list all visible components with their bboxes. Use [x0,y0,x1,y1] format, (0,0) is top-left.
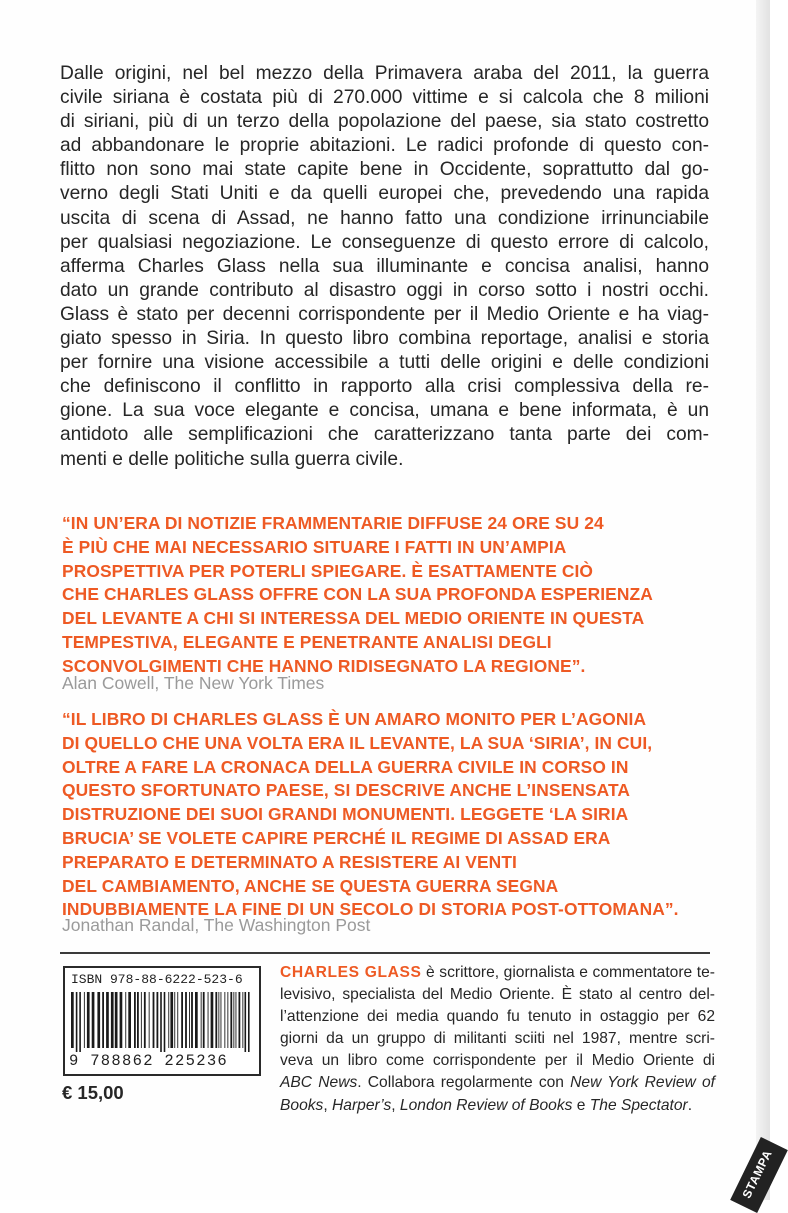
barcode-bar [248,992,250,1052]
barcode-bar [185,992,187,1048]
barcode-bar [218,992,219,1048]
quote-line: INDUBBIAMENTE LA FINE DI UN SECOLO DI STORIA POST-OTTOMANA”. [62,899,679,920]
description-line: gione. La sua voce elegante e concisa, umana e bene informata, è un [60,400,709,422]
barcode-bar [174,992,175,1048]
barcode-bar [189,992,190,1048]
cover-edge-shadow [756,0,770,1200]
stampa-corner-tab [730,1137,788,1213]
barcode-bar [203,992,205,1048]
barcode-bar [128,992,131,1048]
description-line: che definiscono il conflitto in rapporto alla crisi complessiva della re- [60,376,709,398]
quote-line: SCONVOLGIMENTI CHE HANNO RIDISEGNATO LA REGIONE”. [62,655,586,676]
description-line: Dalle origini, nel bel mezzo della Primavera araba del 2011, la guerra [60,63,709,84]
description-line: antidoto alle semplificazioni che caratterizzano tanta parte dei com- [60,424,709,446]
description-line: civile siriana è costata più di 270.000 vittime e si calcola che 8 milioni [60,87,709,109]
barcode-bar [227,992,228,1048]
quote-line: PROSPETTIVA PER POTERLI SPIEGARE. È ESATTAMENTE CIÒ [62,560,594,581]
quote-line: “IN UN’ERA DI NOTIZIE FRAMMENTARIE DIFFUSE 24 ORE SU 24 [62,513,604,533]
bio-line-text: è scrittore, giornalista e commentatore te- [421,964,715,981]
barcode-digits: 9 788862 225236 [69,1052,229,1070]
bio-line: levisivo, specialista del Medio Oriente. È stato al centro del- [280,986,715,1004]
description-line: Glass è stato per decenni corrispondente per il Medio Oriente e ha viag- [60,303,709,325]
description-line: di siriani, più di un terzo della popolazione del paese, sia stato costretto [60,111,709,133]
author-name: CHARLES GLASS [280,964,422,981]
description-line: per fornire una visione accessibile a tutti delle origini e delle condizioni [60,352,709,374]
description-paragraph [60,62,709,472]
description-line: menti e delle politiche sulla guerra civile. [60,448,404,470]
description-line: ad abbandonare le proprie abitazioni. Le radici profonde di questo con- [60,135,709,157]
bio-line: l’attenzione dei media quando fu tenuto in ostaggio per 62 [280,1008,715,1026]
quote-line: DI QUELLO CHE UNA VOLTA ERA IL LEVANTE, LA SUA ‘SIRIA’, IN CUI, [62,732,653,753]
isbn-barcode [63,966,261,1076]
barcode-bar [164,992,166,1052]
barcode-bar [233,992,234,1048]
barcode-bar [168,992,169,1048]
bio-line-text: . Collabora regolarmente con [357,1074,571,1092]
quote-line: BRUCIA’ SE VOLETE CAPIRE PERCHÉ IL REGIME DI ASSAD ERA [62,827,611,848]
quote-line: OLTRE A FARE LA CRONACA DELLA GUERRA CIVILE IN CORSO IN [62,756,629,777]
separator: , [391,1096,400,1114]
barcode-bar [236,992,237,1048]
quote-line: DEL LEVANTE A CHI SI INTERESSA DEL MEDIO ORIENTE IN QUESTA [62,608,645,629]
description-line: dato un grande contributo al disastro oggi in corso sotto i nostri occhi. [60,279,709,301]
barcode-bar [195,992,198,1048]
barcode-bar [153,992,155,1048]
barcode-bar [111,992,114,1048]
price: € 15,00 [62,1082,124,1103]
barcode-bar [191,992,193,1048]
barcode-bar [230,992,232,1048]
barcode-bar [208,992,209,1048]
barcode-bar [201,992,202,1048]
bio-line: veva un libro come corrispondente per il Medio Oriente di [280,1052,715,1070]
barcode-bar [144,992,146,1048]
publication-nyrb-cont: Books [280,1096,324,1114]
barcode-bar [120,992,123,1048]
bio-line [280,1095,715,1117]
quote-line: CHE CHARLES GLASS OFFRE CON LA SUA PROFONDA ESPERIENZA [62,584,653,605]
barcode-bar [141,992,142,1048]
barcode-bar [160,992,162,1052]
barcode-bar [137,992,139,1048]
barcode-bar [125,992,126,1048]
barcode-bar [211,992,214,1048]
bio-line [280,1072,715,1094]
quote-attribution-washington-post: Jonathan Randal, The Washington Post [62,915,371,935]
section-divider [60,952,710,954]
barcode-bar [97,992,100,1048]
separator: e [572,1096,590,1114]
stampa-label: STAMPA [739,1147,775,1201]
barcode-bar [115,992,118,1048]
quote-line: TEMPESTIVA, ELEGANTE E PENETRANTE ANALISI DEGLI [62,631,552,652]
barcode-bar [170,992,173,1048]
description-line: giato spesso in Siria. In questo libro combina reportage, analisi e storia [60,328,709,350]
separator: . [687,1096,693,1114]
barcode-bar [106,992,109,1048]
quote-line: È PIÙ CHE MAI NECESSARIO SITUARE I FATTI IN UN’AMPIA [62,536,567,557]
review-quote-nyt [62,512,712,679]
publication-spectator: The Spectator [589,1096,688,1114]
publication-lrb: London Review of Books [399,1096,573,1114]
publication-nyrb: New York Review of [570,1074,715,1092]
barcode-bar [177,992,178,1048]
barcode-bar [84,992,85,1048]
quote-line: DEL CAMBIAMENTO, ANCHE SE QUESTA GUERRA SEGNA [62,875,559,896]
review-quote-washington-post [62,708,712,922]
barcode-bar [157,992,159,1048]
quote-line: DISTRUZIONE DEI SUOI GRANDI MONUMENTI. LEGGETE ‘LA SIRIA [62,804,629,825]
description-line: flitto non sono mai state capite bene in Occidente, soprattutto dal go- [60,159,709,181]
publication-harpers: Harper’s [332,1096,392,1114]
author-bio [280,962,715,1117]
barcode-bar [239,992,241,1048]
barcode-bar [221,992,222,1048]
barcode-bars [71,992,253,1052]
barcode-bar [181,992,183,1048]
publication-abc-news: ABC News [280,1074,358,1092]
barcode-bar [92,992,95,1048]
barcode-bar [149,992,150,1048]
description-line: uscita di scena di Assad, ne hanno fatto una condizione irrinunciabile [60,207,709,229]
quote-line: “IL LIBRO DI CHARLES GLASS È UN AMARO MONITO PER L’AGONIA [62,709,647,729]
description-line: afferma Charles Glass nella sua illuminante e concisa analisi, hanno [60,255,709,277]
barcode-bar [242,992,243,1048]
separator: , [323,1096,333,1114]
quote-line: PREPARATO E DETERMINATO A RESISTERE AI VENTI [62,851,517,872]
barcode-bar [134,992,136,1048]
bio-line: giorni da un gruppo di militanti sciiti nel 1987, mentre scri- [280,1030,715,1048]
quote-line: QUESTO SFORTUNATO PAESE, SI DESCRIVE ANCHE L’INSENSATA [62,780,631,801]
barcode-bar [102,992,104,1048]
barcode-bar [87,992,90,1048]
barcode-bar [245,992,247,1052]
isbn-label: ISBN 978-88-6222-523-6 [71,972,243,987]
barcode-bar [79,992,81,1052]
quote-attribution-nyt: Alan Cowell, The New York Times [62,673,325,693]
description-line: per qualsiasi negoziazione. Le conseguenze di questo errore di calcolo, [60,231,709,253]
description-line: verno degli Stati Uniti e da quelli europei che, prevedendo una rapida [60,183,709,205]
barcode-bar [71,992,74,1048]
barcode-bar [76,992,78,1052]
barcode-bar [224,992,225,1048]
barcode-bar [215,992,217,1048]
bio-line [280,962,715,984]
